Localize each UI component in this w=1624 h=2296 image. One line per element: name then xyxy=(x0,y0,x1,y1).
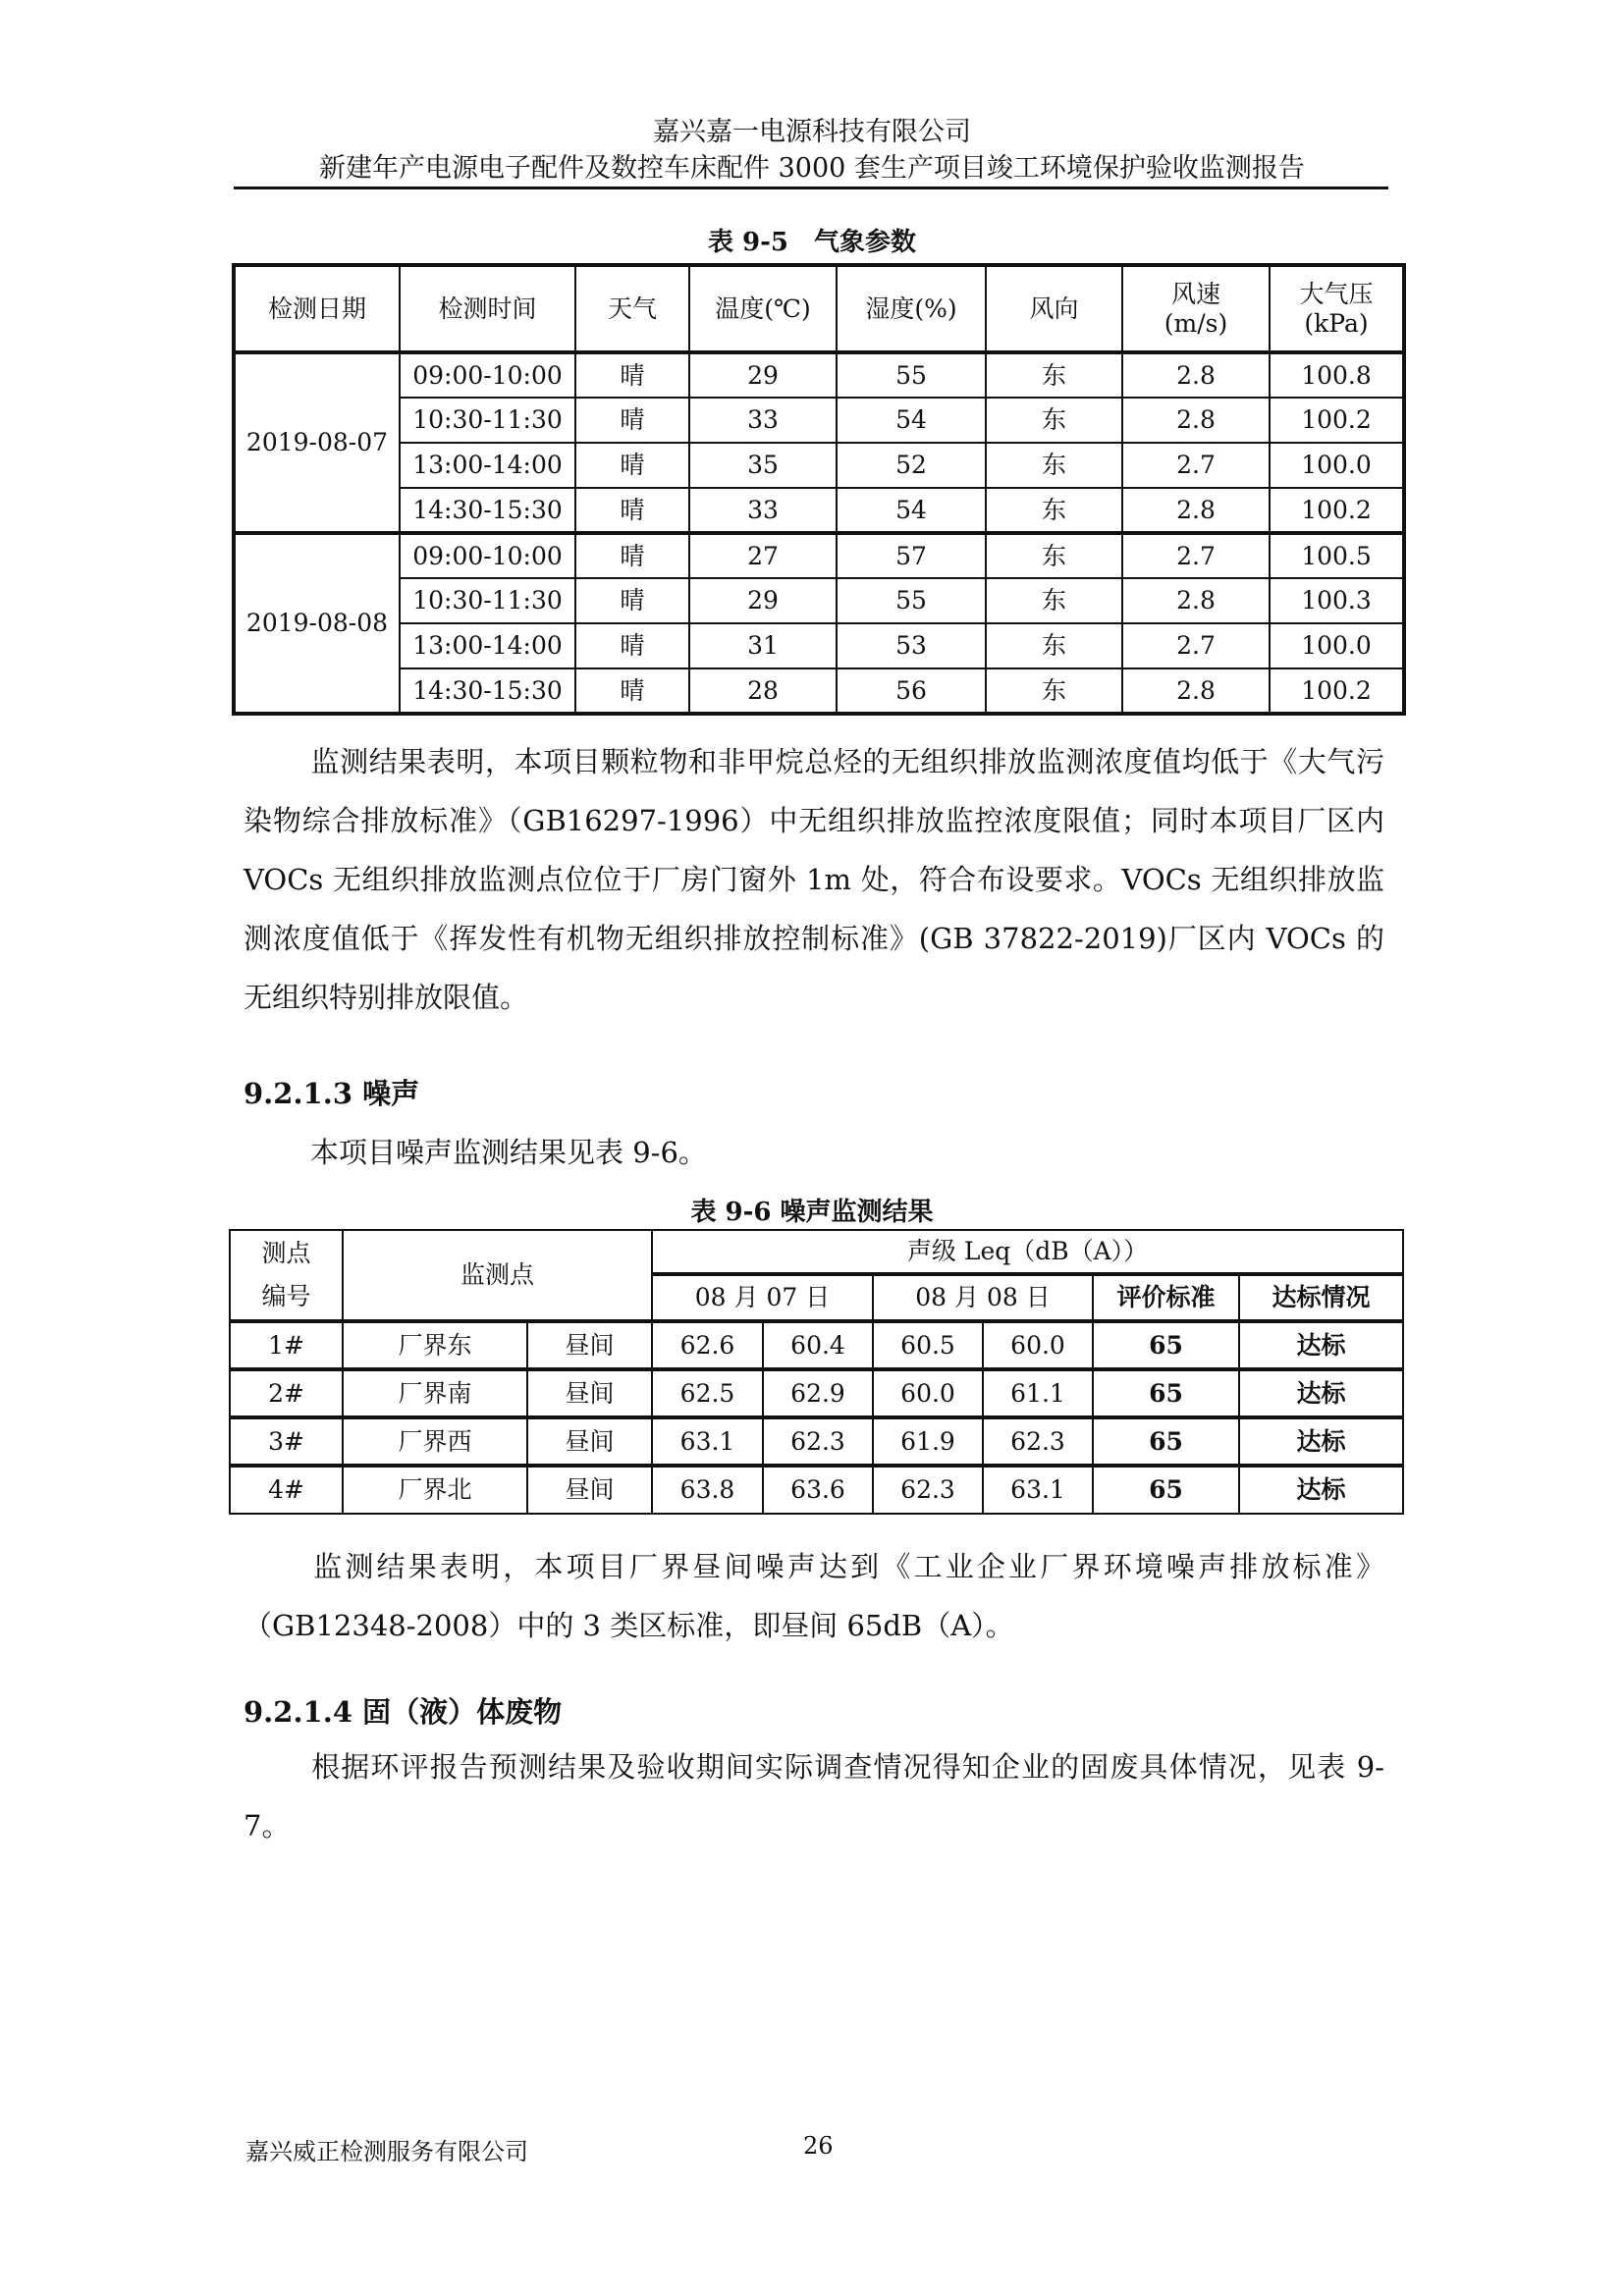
location-cell: 厂界南 xyxy=(343,1369,527,1417)
wind-direction-cell: 东 xyxy=(986,352,1122,398)
time-cell: 09:00-10:00 xyxy=(400,352,575,398)
col-header-day2: 08 月 08 日 xyxy=(873,1274,1093,1321)
paragraph-noise-result-text: 监测结果表明，本项目厂界昼间噪声达到《工业企业厂界环境噪声排放标准》（GB12348-2008）中的 3 类区标准，即昼间 65dB（A）。 xyxy=(244,1550,1384,1642)
table-9-6-caption: 表 9-6 噪声监测结果 xyxy=(690,1198,934,1227)
value-cell: 62.9 xyxy=(763,1369,873,1417)
weather-cell: 晴 xyxy=(575,443,689,488)
standard-cell: 65 xyxy=(1093,1417,1239,1466)
point-id-label: 测点编号 xyxy=(261,1239,311,1310)
standard-cell: 65 xyxy=(1093,1369,1239,1417)
table-row xyxy=(230,1321,1403,1369)
pressure-cell: 100.5 xyxy=(1270,533,1404,578)
wind-speed-cell: 2.7 xyxy=(1122,623,1270,668)
col-header-point-id xyxy=(230,1230,343,1321)
value-cell: 62.5 xyxy=(652,1369,763,1417)
temperature-cell: 33 xyxy=(689,398,837,443)
pressure-cell: 100.0 xyxy=(1270,443,1404,488)
col-header-date: 检测日期 xyxy=(234,265,400,352)
location-cell: 厂界北 xyxy=(343,1466,527,1514)
table-row xyxy=(234,578,1404,623)
wind-speed-cell: 2.8 xyxy=(1122,488,1270,533)
humidity-cell: 52 xyxy=(837,443,986,488)
point-id-cell: 4# xyxy=(230,1466,343,1514)
weather-table-header xyxy=(234,265,1404,352)
temperature-cell: 31 xyxy=(689,623,837,668)
paragraph-noise-intro xyxy=(244,1123,1384,1182)
paragraph-solid-waste xyxy=(244,1737,1384,1855)
table-9-5-caption: 表 9-5 气象参数 xyxy=(707,228,917,257)
value-cell: 60.4 xyxy=(763,1321,873,1369)
table-row xyxy=(234,668,1404,714)
wind-direction-cell: 东 xyxy=(986,623,1122,668)
pressure-cell: 100.3 xyxy=(1270,578,1404,623)
temperature-cell: 35 xyxy=(689,443,837,488)
status-cell: 达标 xyxy=(1239,1466,1403,1514)
location-cell: 厂界西 xyxy=(343,1417,527,1466)
time-cell: 14:30-15:30 xyxy=(400,488,575,533)
weather-table xyxy=(232,263,1406,716)
wind-speed-cell: 2.7 xyxy=(1122,533,1270,578)
col-header-status: 达标情况 xyxy=(1239,1274,1403,1321)
page-number: 26 xyxy=(803,2132,834,2160)
table-row xyxy=(230,1466,1403,1514)
wind-direction-cell: 东 xyxy=(986,533,1122,578)
status-cell: 达标 xyxy=(1239,1369,1403,1417)
col-header-pressure xyxy=(1270,265,1404,352)
table-row xyxy=(234,443,1404,488)
time-cell: 13:00-14:00 xyxy=(400,443,575,488)
pressure-cell: 100.0 xyxy=(1270,623,1404,668)
weather-cell: 晴 xyxy=(575,352,689,398)
weather-cell: 晴 xyxy=(575,488,689,533)
time-cell: 09:00-10:00 xyxy=(400,533,575,578)
pressure-cell: 100.2 xyxy=(1270,488,1404,533)
period-cell: 昼间 xyxy=(527,1321,652,1369)
value-cell: 62.6 xyxy=(652,1321,763,1369)
paragraph-air-result xyxy=(244,732,1384,1027)
weather-cell: 晴 xyxy=(575,623,689,668)
humidity-cell: 57 xyxy=(837,533,986,578)
table-row xyxy=(234,623,1404,668)
col-header-monitoring-point: 监测点 xyxy=(343,1230,652,1321)
weather-cell: 晴 xyxy=(575,398,689,443)
value-cell: 63.1 xyxy=(983,1466,1093,1514)
section-heading-solid-waste: 9.2.1.4 固（液）体废物 xyxy=(244,1695,563,1729)
section-heading-noise: 9.2.1.3 噪声 xyxy=(244,1077,420,1110)
noise-table xyxy=(229,1229,1404,1515)
temperature-cell: 33 xyxy=(689,488,837,533)
value-cell: 62.3 xyxy=(873,1466,983,1514)
noise-table-header-row-1 xyxy=(230,1230,1403,1274)
date-cell: 2019-08-07 xyxy=(234,352,400,533)
point-id-cell: 1# xyxy=(230,1321,343,1369)
status-cell: 达标 xyxy=(1239,1417,1403,1466)
point-id-cell: 2# xyxy=(230,1369,343,1417)
value-cell: 61.9 xyxy=(873,1417,983,1466)
humidity-cell: 54 xyxy=(837,398,986,443)
wind-speed-cell: 2.8 xyxy=(1122,668,1270,714)
time-cell: 10:30-11:30 xyxy=(400,398,575,443)
humidity-cell: 54 xyxy=(837,488,986,533)
col-header-wind-speed xyxy=(1122,265,1270,352)
wind-speed-cell: 2.8 xyxy=(1122,398,1270,443)
wind-direction-cell: 东 xyxy=(986,398,1122,443)
humidity-cell: 56 xyxy=(837,668,986,714)
weather-cell: 晴 xyxy=(575,668,689,714)
col-header-humidity: 湿度(%) xyxy=(837,265,986,352)
col-header-day1: 08 月 07 日 xyxy=(652,1274,873,1321)
wind-direction-cell: 东 xyxy=(986,668,1122,714)
wind-direction-cell: 东 xyxy=(986,578,1122,623)
wind-speed-cell: 2.7 xyxy=(1122,443,1270,488)
col-header-standard: 评价标准 xyxy=(1093,1274,1239,1321)
status-cell: 达标 xyxy=(1239,1321,1403,1369)
pressure-cell: 100.8 xyxy=(1270,352,1404,398)
date-cell: 2019-08-08 xyxy=(234,533,400,714)
value-cell: 62.3 xyxy=(763,1417,873,1466)
value-cell: 63.1 xyxy=(652,1417,763,1466)
pressure-label: 大气压 xyxy=(1299,279,1374,308)
col-header-temperature: 温度(℃) xyxy=(689,265,837,352)
weather-cell: 晴 xyxy=(575,533,689,578)
table-row xyxy=(230,1417,1403,1466)
point-id-cell: 3# xyxy=(230,1417,343,1466)
humidity-cell: 55 xyxy=(837,352,986,398)
header-report-title: 新建年产电源电子配件及数控车床配件 3000 套生产项目竣工环境保护验收监测报告 xyxy=(319,153,1305,184)
value-cell: 62.3 xyxy=(983,1417,1093,1466)
time-cell: 10:30-11:30 xyxy=(400,578,575,623)
wind-speed-cell: 2.8 xyxy=(1122,578,1270,623)
humidity-cell: 53 xyxy=(837,623,986,668)
pressure-cell: 100.2 xyxy=(1270,668,1404,714)
wind-speed-unit: (m/s) xyxy=(1164,308,1228,338)
wind-direction-cell: 东 xyxy=(986,488,1122,533)
value-cell: 60.0 xyxy=(983,1321,1093,1369)
value-cell: 63.6 xyxy=(763,1466,873,1514)
standard-cell: 65 xyxy=(1093,1466,1239,1514)
period-cell: 昼间 xyxy=(527,1417,652,1466)
paragraph-solid-waste-text: 根据环评报告预测结果及验收期间实际调查情况得知企业的固废具体情况，见表 9-7。 xyxy=(244,1750,1384,1842)
value-cell: 61.1 xyxy=(983,1369,1093,1417)
table-row xyxy=(234,352,1404,398)
col-header-sound-level: 声级 Leq（dB（A）） xyxy=(652,1230,1403,1274)
table-row xyxy=(230,1369,1403,1417)
time-cell: 14:30-15:30 xyxy=(400,668,575,714)
footer-company: 嘉兴威正检测服务有限公司 xyxy=(245,2138,528,2165)
temperature-cell: 27 xyxy=(689,533,837,578)
table-row xyxy=(234,533,1404,578)
temperature-cell: 29 xyxy=(689,352,837,398)
pressure-unit: (kPa) xyxy=(1304,308,1369,338)
period-cell: 昼间 xyxy=(527,1466,652,1514)
value-cell: 60.5 xyxy=(873,1321,983,1369)
header-rule xyxy=(234,187,1388,189)
col-header-weather: 天气 xyxy=(575,265,689,352)
humidity-cell: 55 xyxy=(837,578,986,623)
period-cell: 昼间 xyxy=(527,1369,652,1417)
pressure-cell: 100.2 xyxy=(1270,398,1404,443)
table-row xyxy=(234,398,1404,443)
weather-cell: 晴 xyxy=(575,578,689,623)
temperature-cell: 29 xyxy=(689,578,837,623)
header-company: 嘉兴嘉一电源科技有限公司 xyxy=(653,117,971,147)
time-cell: 13:00-14:00 xyxy=(400,623,575,668)
value-cell: 60.0 xyxy=(873,1369,983,1417)
value-cell: 63.8 xyxy=(652,1466,763,1514)
temperature-cell: 28 xyxy=(689,668,837,714)
location-cell: 厂界东 xyxy=(343,1321,527,1369)
wind-direction-cell: 东 xyxy=(986,443,1122,488)
paragraph-noise-intro-text: 本项目噪声监测结果见表 9-6。 xyxy=(310,1136,707,1169)
col-header-wind-direction: 风向 xyxy=(986,265,1122,352)
paragraph-air-result-text: 监测结果表明，本项目颗粒物和非甲烷总烃的无组织排放监测浓度值均低于《大气污染物综合排放标准》（GB16297-1996）中无组织排放监控浓度限值；同时本项目厂区内 VOCs 无组织排放监测点位位于厂房门窗外 1m 处，符合布设要求。VOCs 无组织排放监测浓度值低于《挥发性有机物无组织排放控制标准》(GB 37822-2019)厂区内 VOCs 的无组织特别排放限值。 xyxy=(244,745,1384,1014)
col-header-time: 检测时间 xyxy=(400,265,575,352)
standard-cell: 65 xyxy=(1093,1321,1239,1369)
table-row xyxy=(234,488,1404,533)
wind-speed-label: 风速 xyxy=(1170,279,1220,308)
wind-speed-cell: 2.8 xyxy=(1122,352,1270,398)
paragraph-noise-result xyxy=(244,1537,1384,1655)
